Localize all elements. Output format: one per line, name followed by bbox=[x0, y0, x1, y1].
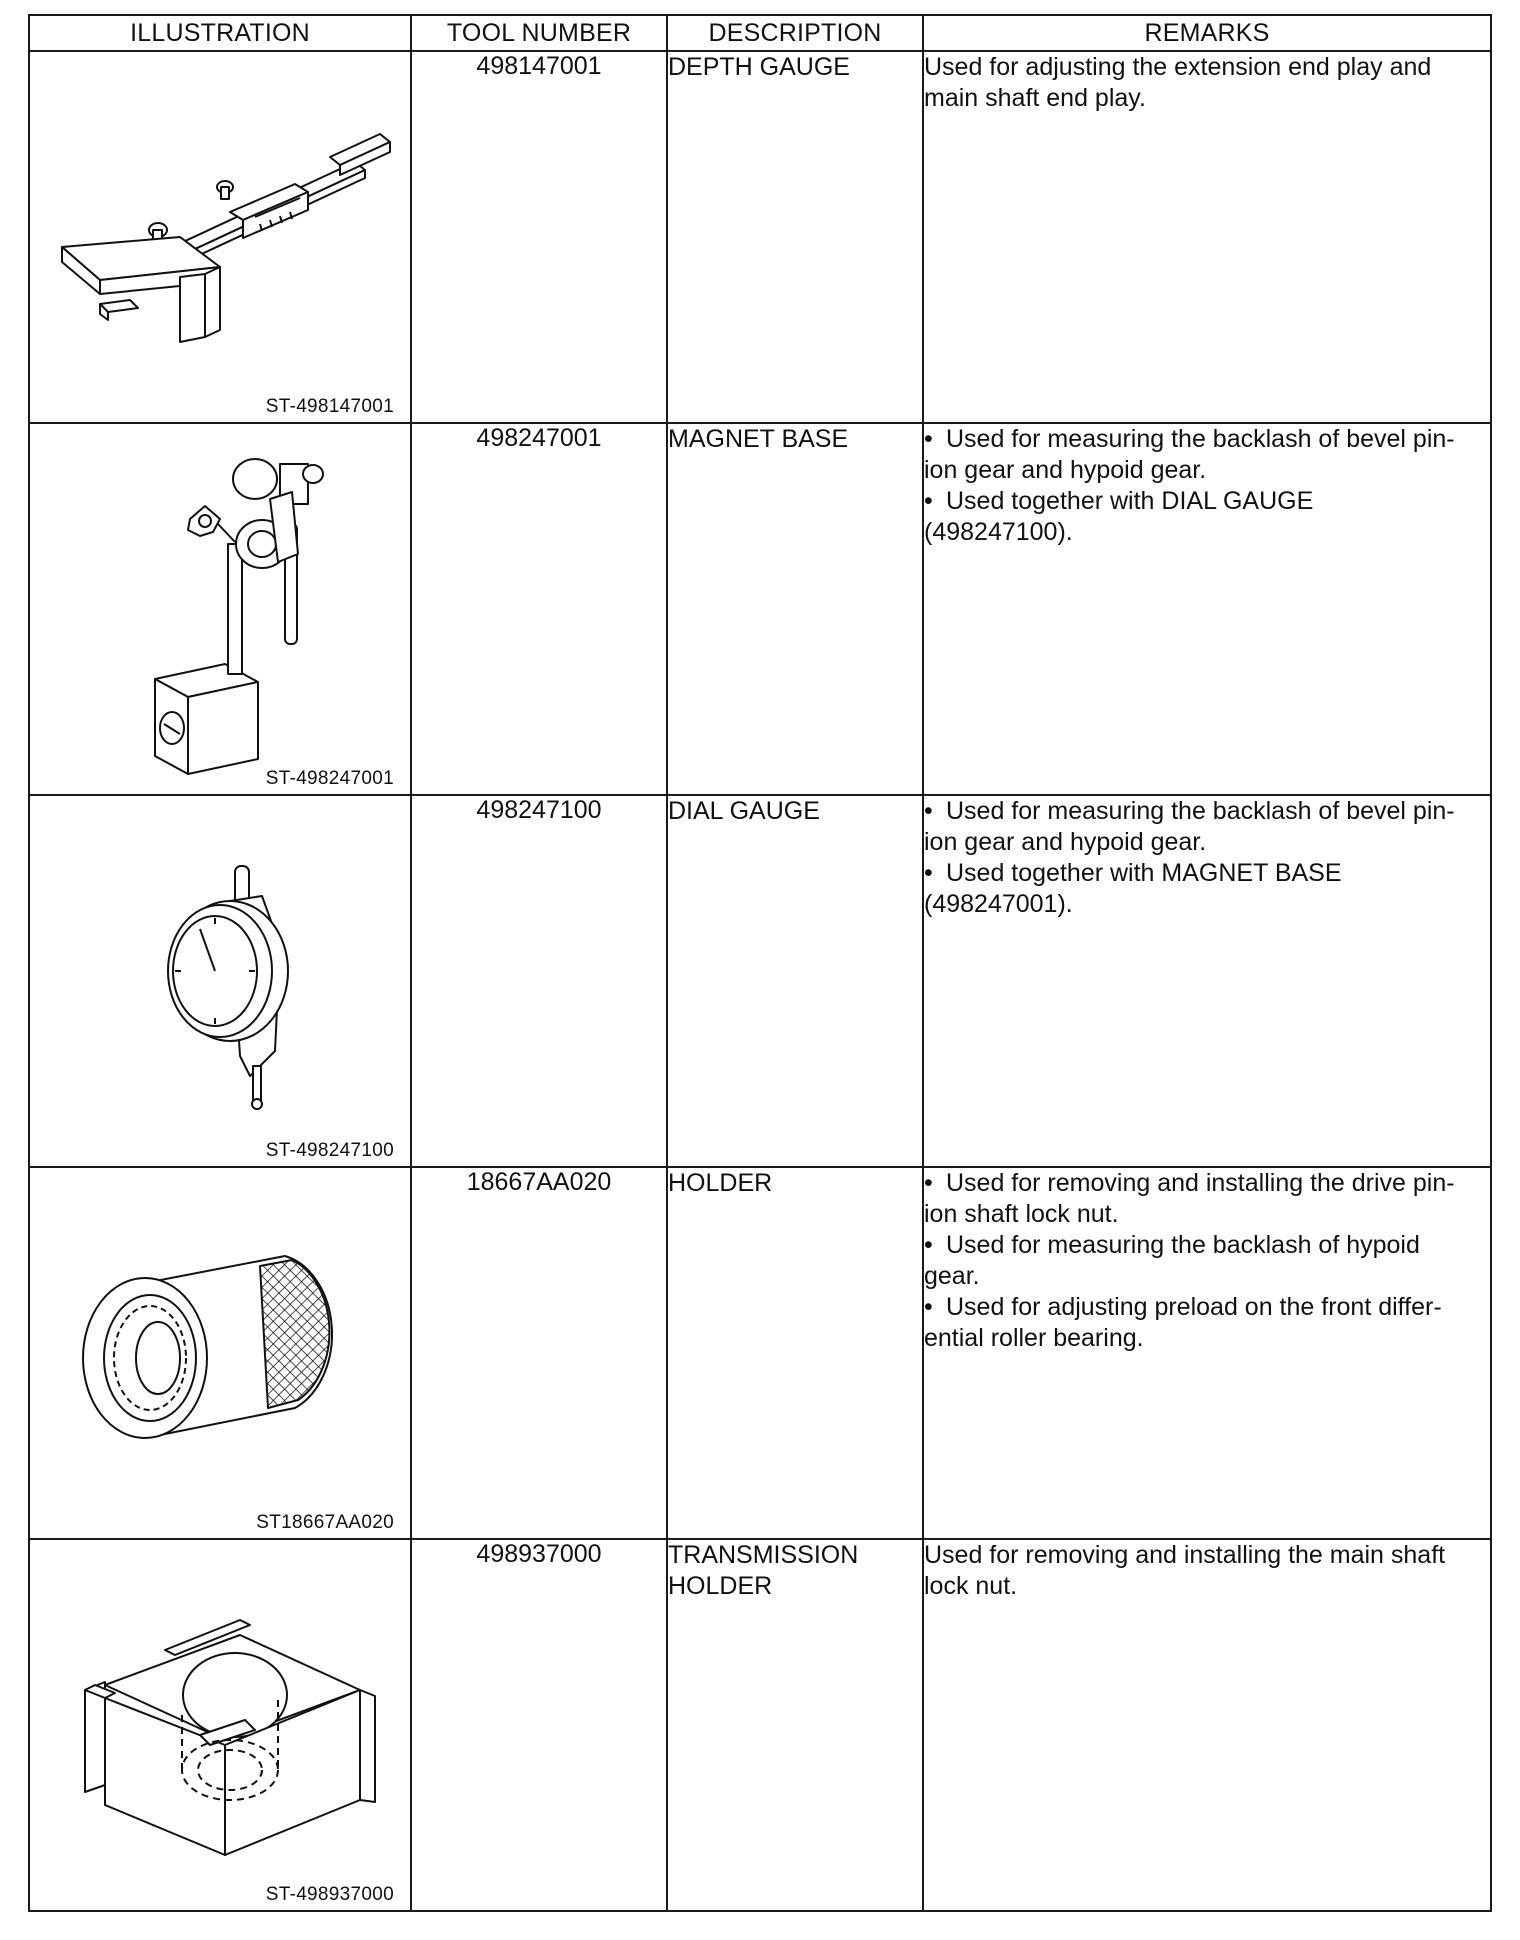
illustration-cell bbox=[29, 51, 411, 423]
transmission-holder-icon bbox=[30, 1540, 412, 1910]
remark-bullets bbox=[924, 1168, 1490, 1354]
illustration-cell bbox=[29, 423, 411, 795]
description-line: HOLDER bbox=[668, 1572, 773, 1600]
tool-description bbox=[667, 1167, 923, 1539]
illustration-code: ST-498247100 bbox=[265, 1140, 394, 1161]
tool-remarks bbox=[923, 51, 1491, 423]
tool-number: 498937000 bbox=[411, 1539, 667, 1911]
remark-bullets bbox=[924, 424, 1490, 548]
remark-bullet: • Used together with MAGNET BASE (498247001). bbox=[924, 859, 1342, 918]
illustration-code: ST18667AA020 bbox=[256, 1512, 394, 1533]
header-tool-number: TOOL NUMBER bbox=[411, 15, 667, 51]
description-line: TRANSMISSION bbox=[668, 1541, 859, 1569]
illustration-code: ST-498147001 bbox=[265, 396, 394, 417]
table-row bbox=[29, 795, 1491, 1167]
tool-description bbox=[667, 423, 923, 795]
illustration-code: ST-498247001 bbox=[265, 768, 394, 789]
remark-line: Used for adjusting the extension end play and bbox=[924, 53, 1432, 81]
description-line: DEPTH GAUGE bbox=[668, 53, 850, 81]
description-line: MAGNET BASE bbox=[668, 425, 849, 453]
dial-gauge-icon bbox=[30, 796, 412, 1166]
header-row bbox=[29, 15, 1491, 51]
illustration-cell bbox=[29, 1539, 411, 1911]
tool-remarks bbox=[923, 795, 1491, 1167]
table-row bbox=[29, 51, 1491, 423]
table-row bbox=[29, 1167, 1491, 1539]
header-illustration: ILLUSTRATION bbox=[29, 15, 411, 51]
tool-description bbox=[667, 1539, 923, 1911]
header-remarks: REMARKS bbox=[923, 15, 1491, 51]
magnet-base-icon bbox=[30, 424, 412, 794]
tool-number: 498147001 bbox=[411, 51, 667, 423]
remark-bullets bbox=[924, 796, 1490, 920]
special-tools-table bbox=[28, 14, 1492, 1912]
remark-bullet: • Used for adjusting preload on the front differ- ential roller bearing. bbox=[924, 1293, 1442, 1352]
table-row bbox=[29, 1539, 1491, 1911]
illustration-cell bbox=[29, 795, 411, 1167]
illustration-code: ST-498937000 bbox=[265, 1884, 394, 1905]
remark-bullet: • Used for measuring the backlash of hypoid gear. bbox=[924, 1231, 1420, 1290]
remark-line: lock nut. bbox=[924, 1572, 1018, 1600]
tool-number: 498247100 bbox=[411, 795, 667, 1167]
holder-socket-icon bbox=[30, 1168, 412, 1538]
tool-number: 18667AA020 bbox=[411, 1167, 667, 1539]
remark-line: main shaft end play. bbox=[924, 84, 1146, 112]
header-description: DESCRIPTION bbox=[667, 15, 923, 51]
table-row bbox=[29, 423, 1491, 795]
illustration-cell bbox=[29, 1167, 411, 1539]
tool-description bbox=[667, 51, 923, 423]
tool-number: 498247001 bbox=[411, 423, 667, 795]
description-line: DIAL GAUGE bbox=[668, 797, 820, 825]
tool-remarks bbox=[923, 1167, 1491, 1539]
remark-bullet: • Used for measuring the backlash of bevel pin- ion gear and hypoid gear. bbox=[924, 797, 1455, 856]
tool-description bbox=[667, 795, 923, 1167]
remark-line: Used for removing and installing the main shaft bbox=[924, 1541, 1446, 1569]
remark-bullet: • Used for removing and installing the drive pin- ion shaft lock nut. bbox=[924, 1169, 1455, 1228]
remark-bullet: • Used for measuring the backlash of bevel pin- ion gear and hypoid gear. bbox=[924, 425, 1455, 484]
description-line: HOLDER bbox=[668, 1169, 773, 1197]
tool-remarks bbox=[923, 1539, 1491, 1911]
depth-gauge-icon bbox=[30, 52, 412, 422]
remark-bullet: • Used together with DIAL GAUGE (498247100). bbox=[924, 487, 1314, 546]
tool-remarks bbox=[923, 423, 1491, 795]
